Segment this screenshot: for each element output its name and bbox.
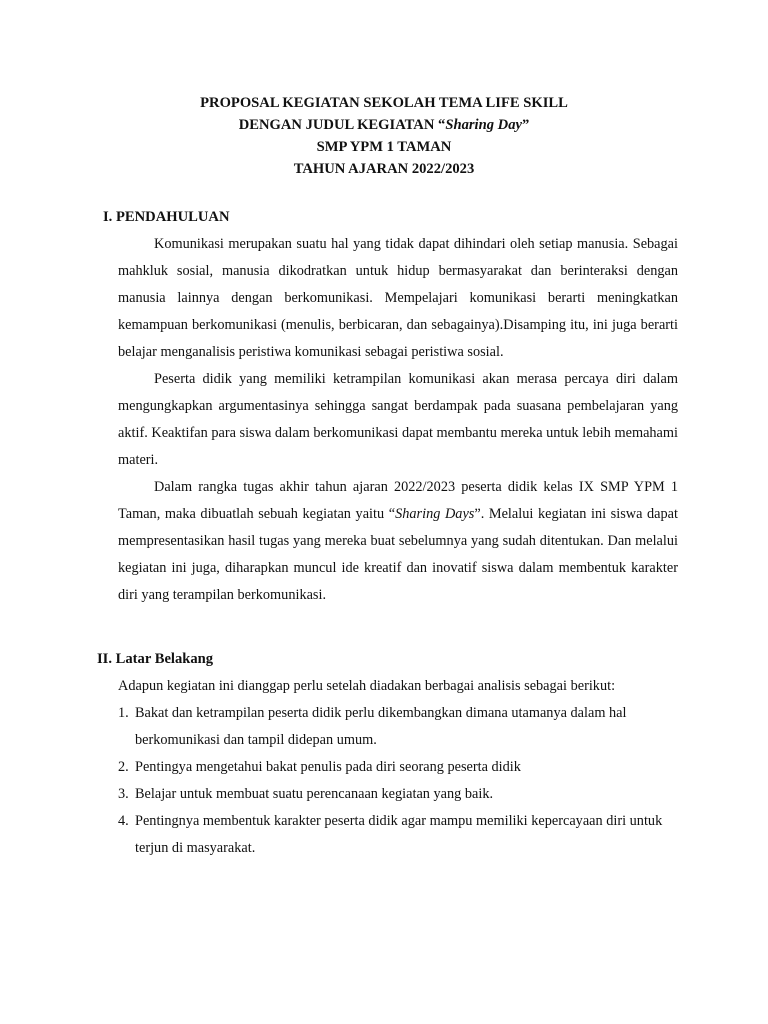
- title-line-2: [0, 114, 768, 136]
- section-pendahuluan-body: [118, 231, 678, 609]
- list-item-marker: 2.: [118, 759, 129, 775]
- paragraph-1: Komunikasi merupakan suatu hal yang tidak dapat dihindari oleh setiap manusia. Sebagai mahkluk sosial, manusia dikodratkan untuk hidup bermasyarakat dan berinteraksi dengan manusia lainnya dengan berkomunikasi. Mempelajari komunikasi berarti meningkatkan kemampuan berkomunikasi (menulis, berbicaran, dan sebagainya).Disamping itu, ini juga berarti belajar menganalisis peristiwa komunikasi sebagai peristiwa sosial.: [118, 236, 678, 360]
- title-line-4: TAHUN AJARAN 2022/2023: [293, 161, 475, 177]
- title-line-2-prefix: DENGAN JUDUL KEGIATAN “: [238, 117, 446, 133]
- list-item-text: Pentingnya membentuk karakter peserta didik agar mampu memiliki kepercayaan diri untuk terjun di masyarakat.: [135, 813, 663, 856]
- list-item-marker: 4.: [118, 813, 129, 829]
- latar-belakang-intro: Adapun kegiatan ini dianggap perlu setelah diadakan berbagai analisis sebagai berikut:: [118, 678, 616, 694]
- latar-belakang-list: [118, 700, 678, 862]
- paragraph-3: [118, 474, 678, 609]
- list-item-text: Belajar untuk membuat suatu perencanaan kegiatan yang baik.: [135, 786, 494, 802]
- list-item-marker: 1.: [118, 705, 129, 721]
- list-item: [118, 808, 678, 862]
- title-line-2-suffix: ”: [521, 117, 530, 133]
- list-item: [118, 700, 678, 754]
- title-line-1: PROPOSAL KEGIATAN SEKOLAH TEMA LIFE SKILL: [200, 95, 568, 111]
- list-item-text: Bakat dan ketrampilan peserta didik perlu dikembangkan dimana utamanya dalam hal berkomunikasi dan tampil didepan umum.: [135, 705, 627, 748]
- list-item-marker: 3.: [118, 786, 129, 802]
- paragraph-3-after: ”. Melalui kegiatan ini siswa dapat mempresentasikan hasil tugas yang mereka buat sebelumnya yang sudah ditentukan. Dan melalui kegiatan ini juga, diharapkan muncul ide kreatif dan inovatif siswa dalam membentuk karakter diri yang terampilan berkomunikasi.: [118, 506, 678, 603]
- paragraph-3-activity-name: Sharing Days: [395, 506, 475, 522]
- paragraph-3-before: Dalam rangka tugas akhir tahun ajaran 2022/2023 peserta didik kelas IX SMP YPM 1 Taman, maka dibuatlah sebuah kegiatan yaitu “: [118, 479, 678, 522]
- title-line-3: SMP YPM 1 TAMAN: [316, 139, 452, 155]
- list-item-text: Pentingya mengetahui bakat penulis pada diri seorang peserta didik: [135, 759, 521, 775]
- section-heading-latar-belakang: II. Latar Belakang: [97, 651, 214, 667]
- list-item: [118, 781, 678, 808]
- list-item: [118, 754, 678, 781]
- section-heading-pendahuluan: I. PENDAHULUAN: [103, 209, 230, 225]
- title-activity-name: Sharing Day: [445, 117, 522, 133]
- paragraph-2: Peserta didik yang memiliki ketrampilan komunikasi akan merasa percaya diri dalam mengungkapkan argumentasinya sehingga sangat berdampak pada suasana pembelajaran yang aktif. Keaktifan para siswa dalam berkomunikasi dapat membantu mereka untuk lebih memahami materi.: [118, 371, 678, 468]
- document-title: [0, 92, 768, 180]
